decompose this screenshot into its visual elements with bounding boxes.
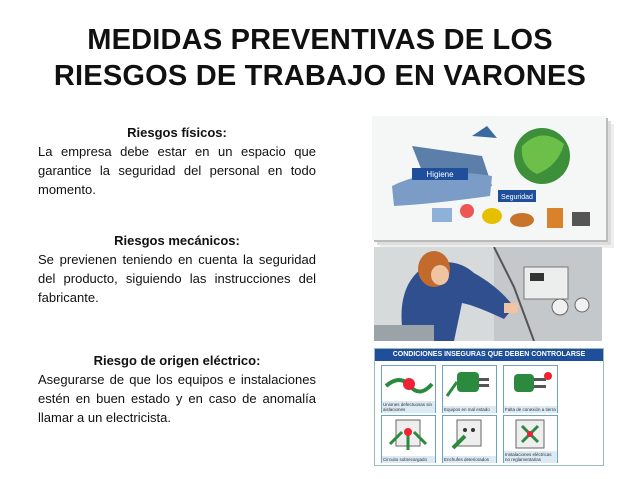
section-text: Se previenen teniendo en cuenta la seguridad del producto, siguiendo las instrucciones del fabricante. — [38, 252, 316, 305]
section-heading: Riesgos mecánicos: — [114, 233, 240, 248]
damaged-plug-icon — [443, 366, 496, 402]
cell-caption: Circuito sobrecargado — [382, 456, 435, 463]
cell-caption: Enchufes deteriorados — [443, 456, 496, 463]
unsafe-condition-cell — [503, 415, 558, 463]
title-line-1: MEDIDAS PREVENTIVAS DE LOS — [87, 24, 553, 56]
section-mechanical-risks — [38, 232, 316, 307]
title-line-2: RIESGOS DE TRABAJO EN VARONES — [53, 60, 587, 92]
unsafe-condition-cell — [503, 365, 558, 413]
unsafe-condition-cell — [381, 365, 436, 413]
safety-label: Seguridad — [501, 194, 533, 201]
page-title — [40, 22, 600, 94]
section-physical-risks — [38, 124, 316, 199]
unsafe-conditions-chart — [374, 348, 604, 466]
cell-caption: Instalaciones eléctricas no reglamentarias — [504, 451, 557, 463]
cell-caption: Uniones defectuosas sin aislaciones — [382, 401, 435, 413]
cable-icon — [382, 366, 435, 402]
hygiene-label: Higiene — [426, 170, 454, 179]
ground-plug-icon — [504, 366, 557, 402]
cell-caption: Equipos en mal estado — [443, 406, 496, 413]
section-heading: Riesgo de origen eléctrico: — [93, 353, 261, 368]
section-electrical-risks — [38, 352, 316, 427]
hygiene-safety-illustration — [372, 116, 606, 240]
unsafe-condition-cell — [442, 365, 497, 413]
hygiene-safety-graphic — [372, 116, 606, 240]
overloaded-outlet-icon — [382, 416, 435, 452]
improper-installation-icon — [504, 416, 557, 452]
section-text: Asegurarse de que los equipos e instalaciones estén en buen estado y en caso de anomalía llamar a un electricista. — [38, 372, 316, 425]
worker-photo-graphic — [374, 247, 602, 341]
worker-electrical-panel-photo — [374, 247, 602, 341]
broken-socket-icon — [443, 416, 496, 452]
section-text: La empresa debe estar en un espacio que garantice la seguridad del personal en todo momento. — [38, 144, 316, 197]
unsafe-condition-cell — [442, 415, 497, 463]
cell-caption: Falta de conexión a tierra — [505, 407, 556, 412]
section-heading: Riesgos físicos: — [127, 125, 227, 140]
unsafe-condition-cell — [381, 415, 436, 463]
chart-header: CONDICIONES INSEGURAS QUE DEBEN CONTROLARSE — [375, 349, 603, 361]
